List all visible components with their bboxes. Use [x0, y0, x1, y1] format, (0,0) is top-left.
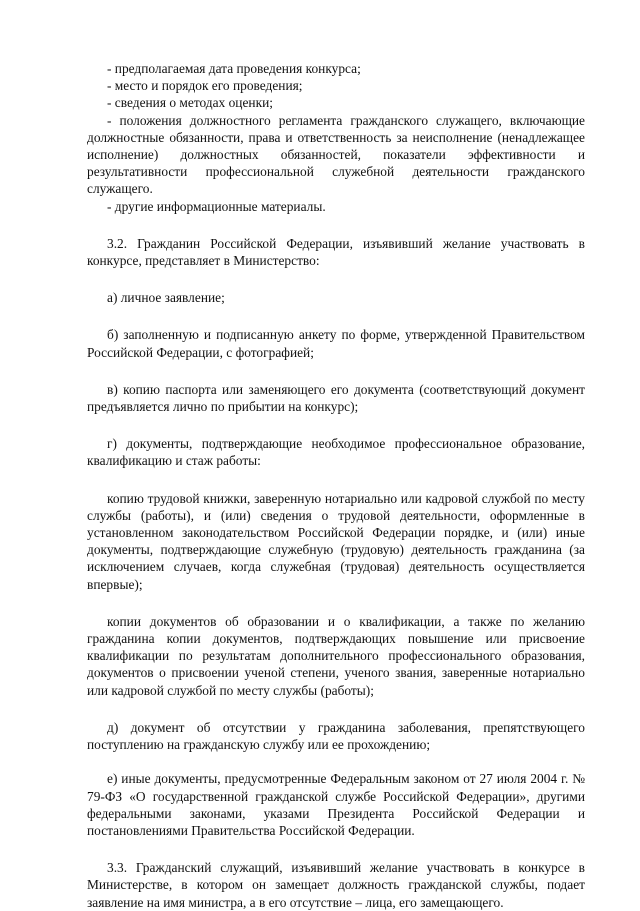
item-a: а) личное заявление;	[107, 290, 225, 306]
section-3-2: 3.2. Гражданин Российской Федерации, изъявивший желание участвовать в конкурсе, представляет в Министерство:	[87, 235, 585, 269]
list-item: - предполагаемая дата проведения конкурса;	[107, 61, 361, 76]
section-3-3: 3.3. Гражданский служащий, изъявивший желание участвовать в конкурсе в Министерстве, в котором он замещает должность гражданской службы, подает заявление на имя министра, а в его отсутствие – лица, его замещающего.	[87, 860, 585, 910]
item-g-sub2: копии документов об образовании и о квалификации, а также по желанию гражданина копии документов, подтверждающих повышение или присвоение квалификации по результатам дополнительного профессионального образования, документов о присвоении ученой степени, ученого звания, заверенные нотариально или кадровой службой по месту службы (работы);	[87, 613, 585, 698]
item-d: д) документ об отсутствии у гражданина заболевания, препятствующего поступлению на гражданскую службу или ее прохождению;	[87, 719, 585, 753]
list-item: - положения должностного регламента гражданского служащего, включающие должностные обязанности, права и ответственность за неисполнение (ненадлежащее исполнение) должностных обязанностей, показатели эффективности и результативности профессиональной служебной деятельности гражданского служащего.	[87, 112, 585, 197]
document-page	[87, 60, 585, 911]
list-item: - сведения о методах оценки;	[107, 95, 273, 111]
list-item: - место и порядок его проведения;	[107, 78, 303, 94]
item-e: е) иные документы, предусмотренные Федеральным законом от 27 июля 2004 г. № 79-ФЗ «О государственной гражданской службе Российской Федерации», другими федеральными законами, указами Президента Российской Федерации и постановлениями Правительства Российской Федерации.	[87, 771, 585, 838]
item-g-sub1: копию трудовой книжки, заверенную нотариально или кадровой службой по месту службы (работы), и (или) сведения о трудовой деятельности, оформленные в установленном законодательством Российской Федерации порядке, и (или) иные документы, подтверждающие служебную (трудовую) деятельность гражданина (за исключением случаев, когда служебная (трудовая) деятельность осуществляется впервые);	[87, 490, 585, 592]
list-item: - другие информационные материалы.	[107, 198, 326, 214]
item-b: б) заполненную и подписанную анкету по форме, утвержденной Правительством Российской Федерации, с фотографией;	[87, 327, 585, 360]
item-g: г) документы, подтверждающие необходимое профессиональное образование, квалификацию и стаж работы:	[87, 436, 585, 469]
item-v: в) копию паспорта или заменяющего его документа (соответствующий документ предъявляется лично по прибытии на конкурс);	[87, 381, 585, 415]
